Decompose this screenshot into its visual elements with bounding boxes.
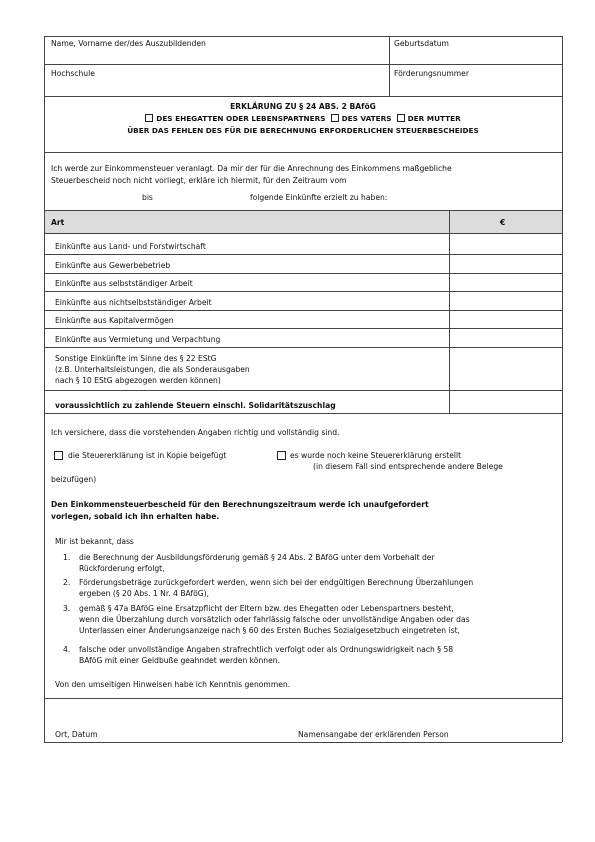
amount-field[interactable] bbox=[452, 256, 558, 271]
period-from-field[interactable] bbox=[388, 176, 448, 187]
bold-statement-line-1: Den Einkommensteuerbescheid für den Berechnungszeitraum werde ich unaufgefordert bbox=[51, 500, 429, 509]
place-date-label: Ort, Datum bbox=[55, 730, 98, 739]
title-bottom-line bbox=[44, 152, 562, 153]
intro-line-1: Ich werde zur Einkommensteuer veranlagt. Da mir der für die Anrechnung des Einkommens maßgebliche bbox=[51, 164, 452, 173]
list-item-line: BAföG mit einer Geldbuße geahndet werden können. bbox=[79, 656, 280, 665]
funding-number-label: Förderungsnummer bbox=[394, 69, 469, 78]
note-line-2: beizufügen) bbox=[51, 475, 97, 484]
university-label: Hochschule bbox=[51, 69, 95, 78]
period-to-field[interactable] bbox=[158, 193, 238, 204]
list-item-line: wenn die Überzahlung durch vorsätzlich oder fahrlässig falsche oder unvollständige Angaben oder das bbox=[79, 615, 470, 624]
table-header-euro: € bbox=[500, 218, 506, 227]
spouse-checkbox[interactable] bbox=[145, 114, 153, 122]
hints-statement: Von den umseitigen Hinweisen habe ich Kenntnis genommen. bbox=[55, 680, 291, 689]
intro-line-3: folgende Einkünfte erzielt zu haben: bbox=[250, 193, 388, 202]
period-bis-label: bis bbox=[142, 193, 153, 202]
list-item-line: Förderungsbeträge zurückgefordert werden, wenn sich bei der endgültigen Berechnung Überzahlungen bbox=[79, 578, 474, 587]
place-date-field[interactable] bbox=[51, 702, 281, 726]
list-item-line: Rückforderung erfolgt, bbox=[79, 564, 165, 573]
frame-left bbox=[44, 36, 45, 742]
other-income-line-3: nach § 10 EStG abgezogen werden können) bbox=[55, 376, 221, 385]
known-intro: Mir ist bekannt, dass bbox=[55, 537, 134, 546]
note-line-1: (in diesem Fall sind entsprechende andere Belege bbox=[313, 462, 503, 471]
bold-statement-line-2: vorlegen, sobald ich ihn erhalten habe. bbox=[51, 512, 220, 521]
amount-field[interactable] bbox=[452, 392, 558, 411]
table-top-line bbox=[44, 210, 562, 211]
name-field[interactable] bbox=[51, 50, 381, 62]
father-checkbox[interactable] bbox=[331, 114, 339, 122]
university-field[interactable] bbox=[51, 80, 381, 93]
mother-checkbox[interactable] bbox=[397, 114, 405, 122]
declaration-subtitle: ÜBER DAS FEHLEN DES FÜR DIE BERECHNUNG ERFORDERLICHEN STEUERBESCHEIDES bbox=[127, 126, 479, 135]
amount-field[interactable] bbox=[452, 275, 558, 289]
name-label: Name, Vorname der/des Auszubildenden bbox=[51, 39, 206, 48]
header-bottom-line bbox=[44, 96, 562, 97]
header-divider bbox=[389, 36, 390, 96]
table-header-art: Art bbox=[51, 218, 65, 227]
table-header-line bbox=[44, 233, 562, 234]
amount-field[interactable] bbox=[452, 312, 558, 326]
list-number: 3. bbox=[63, 604, 71, 613]
frame-right bbox=[562, 36, 563, 742]
list-item-line: Unterlassen einer Änderungsanzeige nach § 60 des Ersten Buches Sozialgesetzbuch eingetreten ist, bbox=[79, 626, 460, 635]
income-row: Einkünfte aus selbstständiger Arbeit bbox=[55, 279, 193, 288]
intro-line-2: Steuerbescheid noch nicht vorliegt, erkläre ich hiermit, für den Zeitraum vom bbox=[51, 176, 347, 185]
birth-date-field[interactable] bbox=[394, 50, 554, 62]
header-row-line bbox=[44, 64, 562, 65]
frame-bottom bbox=[44, 742, 562, 743]
amount-field[interactable] bbox=[452, 293, 558, 308]
frame-top bbox=[44, 36, 562, 37]
list-number: 2. bbox=[63, 578, 71, 587]
table-col-divider bbox=[449, 210, 450, 413]
table-header-shade bbox=[45, 211, 562, 233]
signature-field[interactable] bbox=[296, 702, 556, 726]
no-tax-return-label: es wurde noch keine Steuererklärung erstellt bbox=[290, 451, 462, 460]
other-income-line-1: Sonstige Einkünfte im Sinne des § 22 EStG bbox=[55, 354, 217, 363]
amount-field[interactable] bbox=[452, 236, 558, 252]
list-item-line: falsche oder unvollständige Angaben strafrechtlich verfolgt oder als Ordnungswidrigkeit nach § 58 bbox=[79, 645, 454, 654]
income-row: Einkünfte aus Land- und Forstwirtschaft bbox=[55, 242, 206, 251]
declaration-options bbox=[44, 114, 562, 124]
list-number: 4. bbox=[63, 645, 71, 654]
declaration-title: ERKLÄRUNG ZU § 24 ABS. 2 BAföG bbox=[230, 102, 376, 111]
declarant-name-label: Namensangabe der erklärenden Person bbox=[298, 730, 449, 739]
father-option-label: DES VATERS bbox=[341, 114, 392, 123]
amount-field[interactable] bbox=[452, 349, 558, 388]
assurance-statement: Ich versichere, dass die vorstehenden Angaben richtig und vollständig sind. bbox=[51, 428, 340, 437]
no-tax-return-checkbox[interactable] bbox=[277, 451, 286, 460]
income-row: Einkünfte aus nichtselbstständiger Arbeit bbox=[55, 298, 212, 307]
list-item-line: gemäß § 47a BAföG eine Ersatzpflicht der Eltern bzw. des Ehegatten oder Lebenspartners besteht, bbox=[79, 604, 454, 613]
list-item-line: ergeben (§ 20 Abs. 1 Nr. 4 BAföG), bbox=[79, 589, 210, 598]
list-item-line: die Berechnung der Ausbildungsförderung gemäß § 24 Abs. 2 BAföG unter dem Vorbehalt der bbox=[79, 553, 435, 562]
income-row: Einkünfte aus Kapitalvermögen bbox=[55, 316, 174, 325]
funding-number-field[interactable] bbox=[394, 80, 554, 93]
mother-option-label: DER MUTTER bbox=[407, 114, 461, 123]
list-number: 1. bbox=[63, 553, 71, 562]
spouse-option-label: DES EHEGATTEN ODER LEBENSPARTNERS bbox=[156, 114, 326, 123]
income-row: Einkünfte aus Gewerbebetrieb bbox=[55, 261, 171, 270]
other-income-line-2: (z.B. Unterhaltsleistungen, die als Sonderausgaben bbox=[55, 365, 250, 374]
income-row: Einkünfte aus Vermietung und Verpachtung bbox=[55, 335, 221, 344]
birth-date-label: Geburtsdatum bbox=[394, 39, 449, 48]
tax-return-copy-checkbox[interactable] bbox=[54, 451, 63, 460]
tax-return-copy-label: die Steuererklärung ist in Kopie beigefügt bbox=[68, 451, 227, 460]
amount-field[interactable] bbox=[452, 330, 558, 345]
signature-top-line bbox=[44, 698, 562, 699]
taxes-row: voraussichtlich zu zahlende Steuern einschl. Solidaritätszuschlag bbox=[55, 401, 336, 410]
